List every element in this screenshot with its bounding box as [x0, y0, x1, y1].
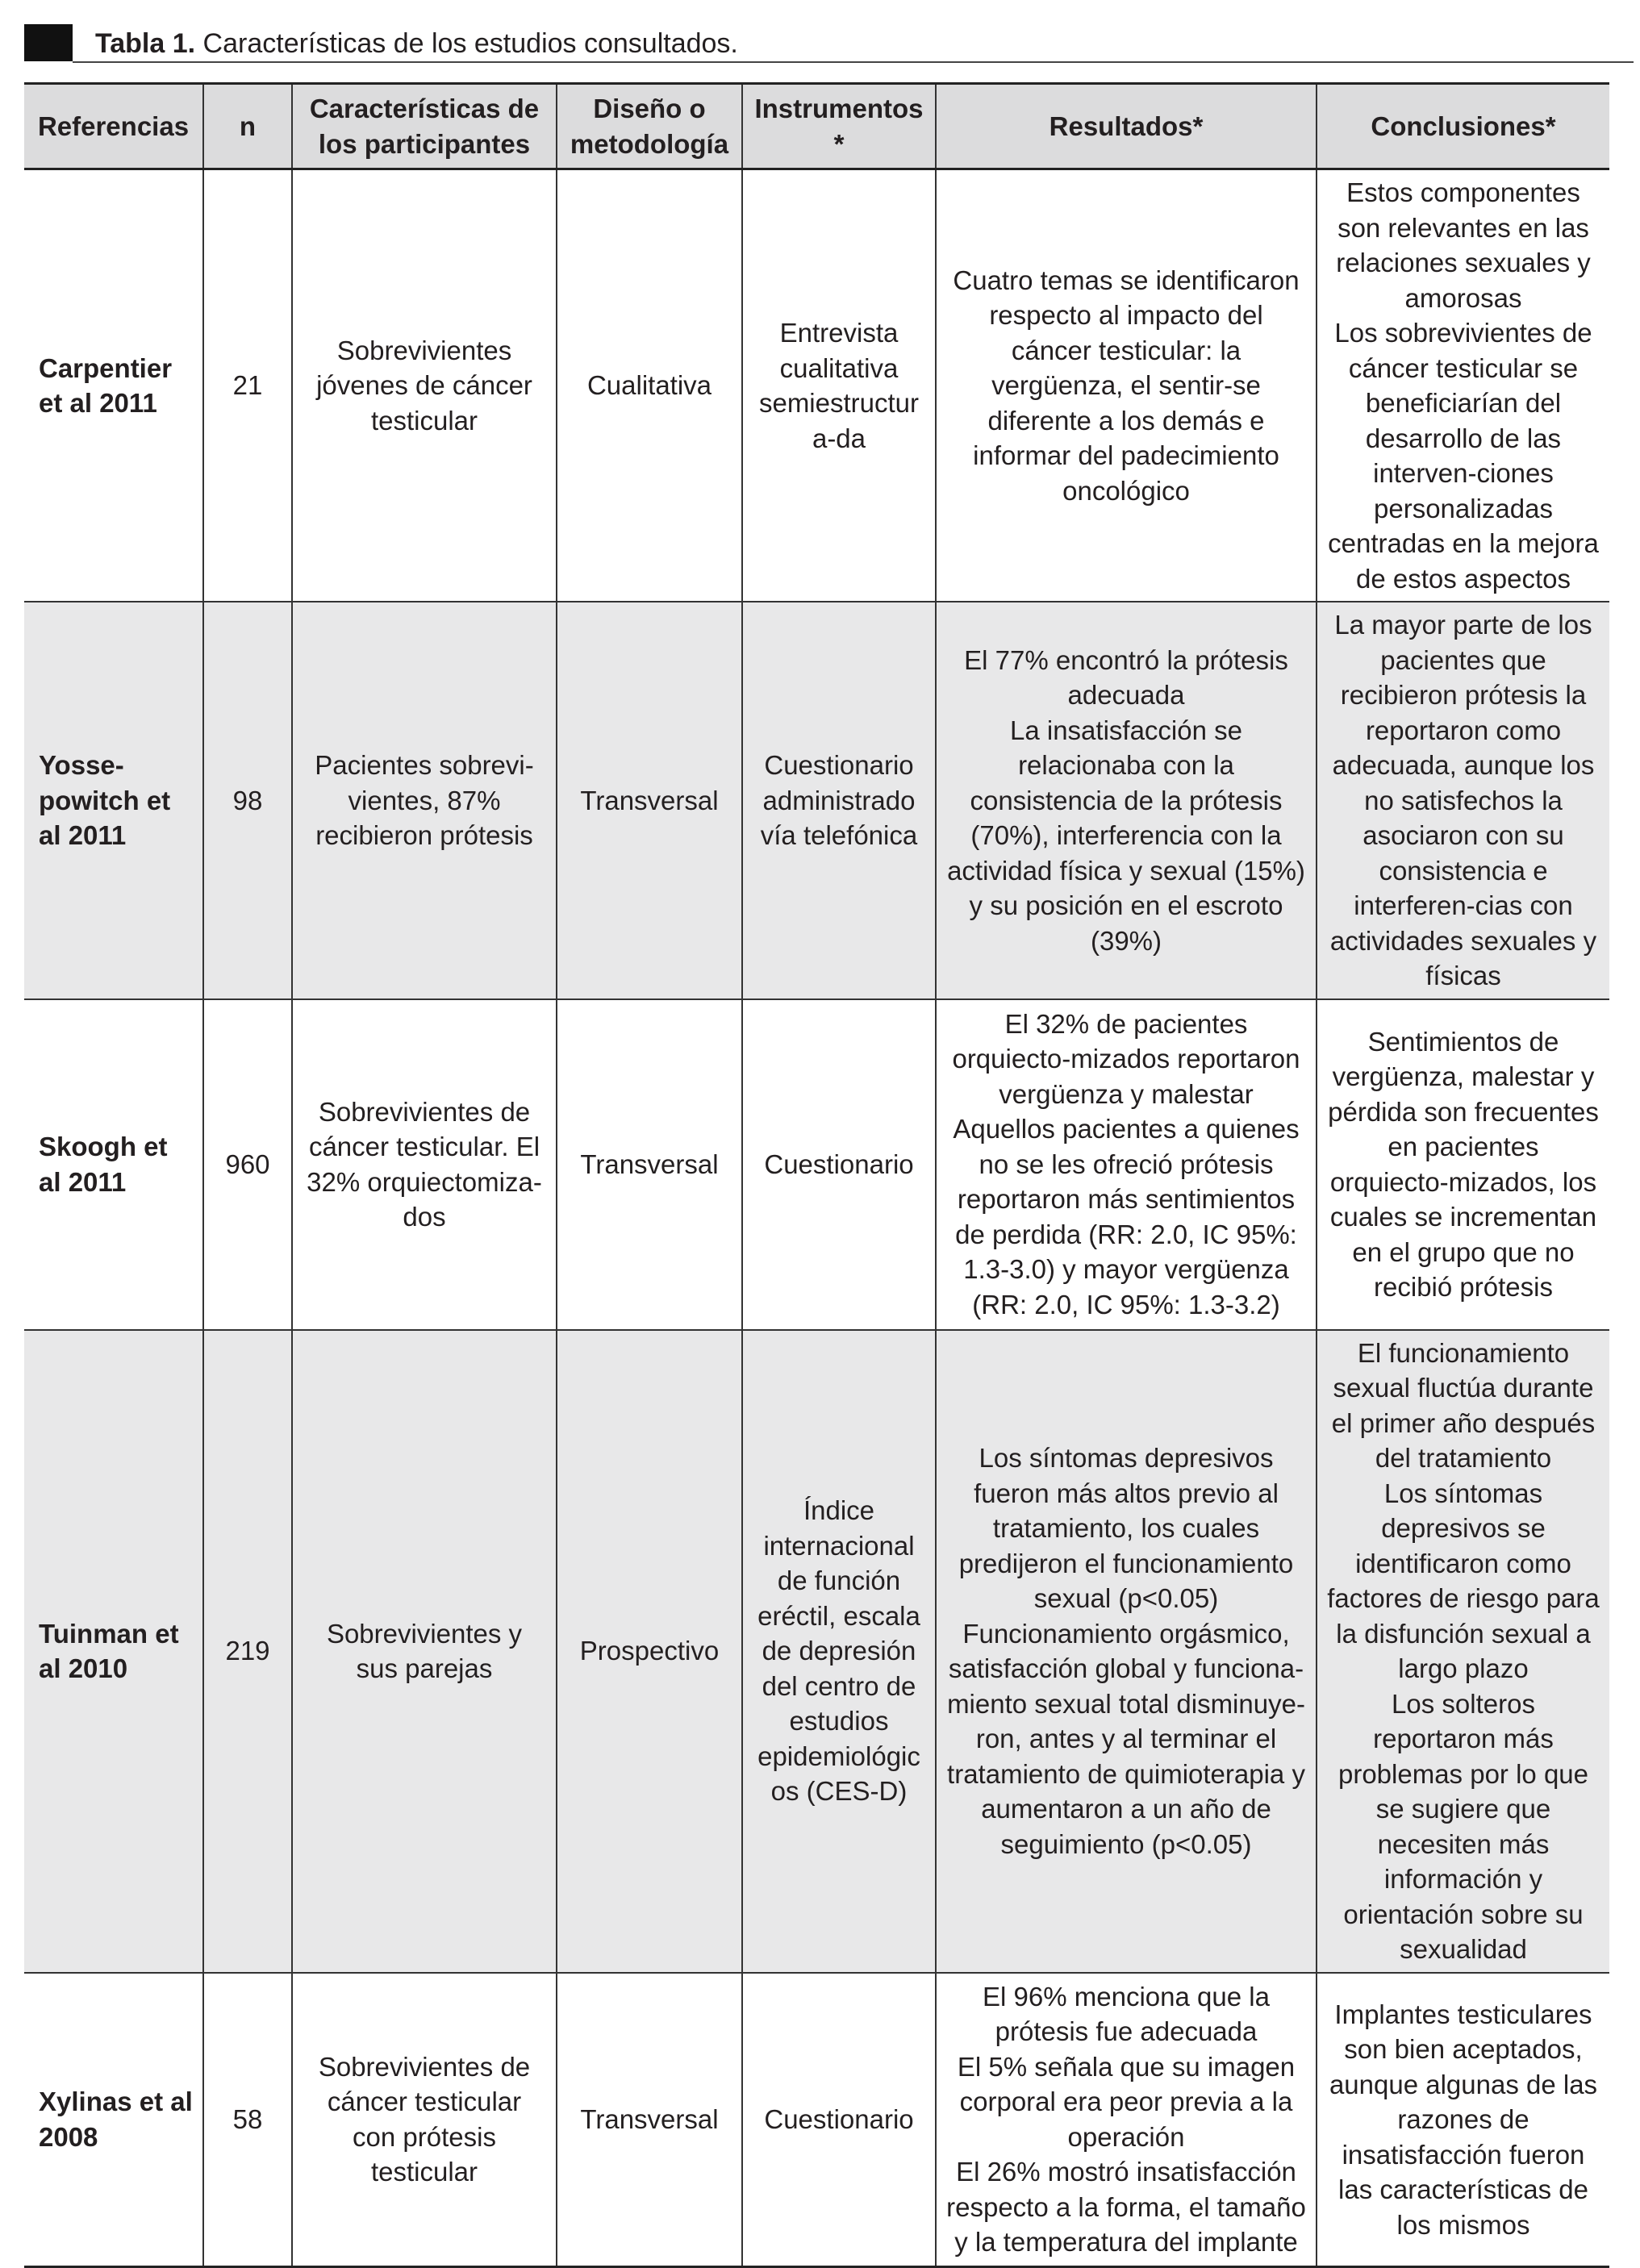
result-line: Los síntomas depresivos fueron más altos previo al tratamiento, los cuales predijeron el funcionamiento sexual (p<0.05): [958, 1443, 1294, 1613]
table-row: [24, 602, 1609, 999]
result-line: Funcionamiento orgásmico, satisfacción global y funciona-miento sexual total disminuye-ron, antes y al terminar el tratamiento de quimioterapia y aumentaron a un año de seguimiento (p<0.05): [947, 1618, 1305, 1859]
cell-results: [936, 1973, 1317, 2267]
cell-instruments: Cuestionario: [742, 999, 936, 1330]
caption-label: Tabla 1.: [95, 28, 196, 59]
conclusion-line: Los solteros reportaron más problemas por lo que se sugiere que necesiten más información y orientación sobre su sexualidad: [1337, 1688, 1589, 1964]
cell-design: Transversal: [557, 602, 742, 999]
cell-design: Prospectivo: [557, 1330, 742, 1973]
cell-n: 98: [203, 602, 292, 999]
header-conclusions: Conclusiones*: [1317, 84, 1609, 169]
header-design: Diseño o metodología: [557, 84, 742, 169]
header-results: Resultados*: [936, 84, 1317, 169]
header-n: n: [203, 84, 292, 169]
cell-instruments: Entrevista cualitativa semiestructura-da: [742, 169, 936, 602]
cell-results: [936, 169, 1317, 602]
cell-instruments: Cuestionario administrado vía telefónica: [742, 602, 936, 999]
cell-n: 21: [203, 169, 292, 602]
cell-participants: Sobrevivientes y sus parejas: [292, 1330, 557, 1973]
result-line: El 96% menciona que la prótesis fue adecuada: [983, 1981, 1270, 2047]
cell-reference: Yosse-powitch et al 2011: [24, 602, 203, 999]
result-line: El 77% encontró la prótesis adecuada: [964, 644, 1288, 710]
cell-participants: Sobrevivientes de cáncer testicular. El 32% orquiectomiza-dos: [292, 999, 557, 1330]
table-row: [24, 1330, 1609, 1973]
caption-text-wrapper: [95, 27, 738, 60]
conclusion-line: Los sobrevivientes de cáncer testicular se beneficiarían del desarrollo de las interven-ciones personalizadas centradas en la mejora de estos aspectos: [1328, 318, 1599, 594]
cell-results: [936, 602, 1317, 999]
result-line: El 5% señala que su imagen corporal era peor previa a la operación: [957, 2051, 1296, 2152]
header-references: Referencias: [24, 84, 203, 169]
cell-conclusions: [1317, 169, 1609, 602]
result-line: El 32% de pacientes orquiecto-mizados reportaron vergüenza y malestar: [952, 1008, 1300, 1109]
studies-table: [24, 82, 1609, 2268]
cell-design: Transversal: [557, 999, 742, 1330]
result-line: Cuatro temas se identificaron respecto al impacto del cáncer testicular: la vergüenza, el sentir-se diferente a los demás e informar del padecimiento oncológico: [953, 265, 1300, 506]
result-line: El 26% mostró insatisfacción respecto a la forma, el tamaño y la temperatura del implante: [946, 2157, 1306, 2258]
cell-instruments: Cuestionario: [742, 1973, 936, 2267]
table-row: [24, 999, 1609, 1330]
cell-reference: Skoogh et al 2011: [24, 999, 203, 1330]
caption-rule: [73, 61, 1634, 63]
cell-conclusions: [1317, 1330, 1609, 1973]
cell-results: [936, 1330, 1317, 1973]
result-line: Aquellos pacientes a quienes no se les ofreció prótesis reportaron más sentimientos de perdida (RR: 2.0, IC 95%: 1.3-3.0) y mayor vergüenza (RR: 2.0, IC 95%: 1.3-3.2): [953, 1114, 1300, 1320]
cell-design: Transversal: [557, 1973, 742, 2267]
cell-conclusions: [1317, 602, 1609, 999]
table-row: [24, 1973, 1609, 2267]
cell-reference: Tuinman et al 2010: [24, 1330, 203, 1973]
conclusion-line: del tratamiento: [1375, 1443, 1552, 1473]
cell-participants: Pacientes sobrevi-vientes, 87% recibieron prótesis: [292, 602, 557, 999]
caption-title: Características de los estudios consultados.: [202, 28, 738, 59]
result-line: La insatisfacción se relacionaba con la consistencia de la prótesis (70%), interferencia con la actividad física y sexual (15%) y su posición en el escroto (39%): [947, 715, 1305, 956]
table-header-row: [24, 84, 1609, 169]
cell-n: 58: [203, 1973, 292, 2267]
cell-n: 219: [203, 1330, 292, 1973]
table-row: [24, 169, 1609, 602]
conclusion-line: Sentimientos de vergüenza, malestar y pérdida son frecuentes en pacientes orquiecto-mizados, los cuales se incrementan en el grupo que no recibió prótesis: [1328, 1026, 1599, 1302]
conclusion-line: El funcionamiento sexual fluctúa durante el primer año después: [1331, 1337, 1596, 1438]
cell-participants: Sobrevivientes de cáncer testicular con prótesis testicular: [292, 1973, 557, 2267]
cell-n: 960: [203, 999, 292, 1330]
cell-conclusions: [1317, 1973, 1609, 2267]
cell-instruments: Índice internacional de función eréctil, escala de depresión del centro de estudios epidemiológicos (CES-D): [742, 1330, 936, 1973]
table-caption: [24, 24, 1609, 63]
cell-conclusions: [1317, 999, 1609, 1330]
conclusion-line: Los síntomas depresivos se identificaron como factores de riesgo para la disfunción sexual a largo plazo: [1327, 1478, 1600, 1683]
conclusion-line: Implantes testiculares son bien aceptados, aunque algunas de las razones de insatisfacción fueron las características de los mismos: [1329, 1999, 1598, 2240]
conclusion-line: Estos componentes son relevantes en las relaciones sexuales y amorosas: [1336, 177, 1591, 313]
caption-marker-block: [24, 24, 73, 61]
cell-reference: Xylinas et al 2008: [24, 1973, 203, 2267]
cell-participants: Sobrevivientes jóvenes de cáncer testicular: [292, 169, 557, 602]
cell-reference: Carpentier et al 2011: [24, 169, 203, 602]
cell-results: [936, 999, 1317, 1330]
conclusion-line: La mayor parte de los pacientes que recibieron prótesis la reportaron como adecuada, aunque los no satisfechos la asociaron con su consistencia e interferen-cias con actividades sexuales y físicas: [1329, 610, 1597, 990]
header-participants: Características de los participantes: [292, 84, 557, 169]
header-instruments: Instrumentos*: [742, 84, 936, 169]
cell-design: Cualitativa: [557, 169, 742, 602]
